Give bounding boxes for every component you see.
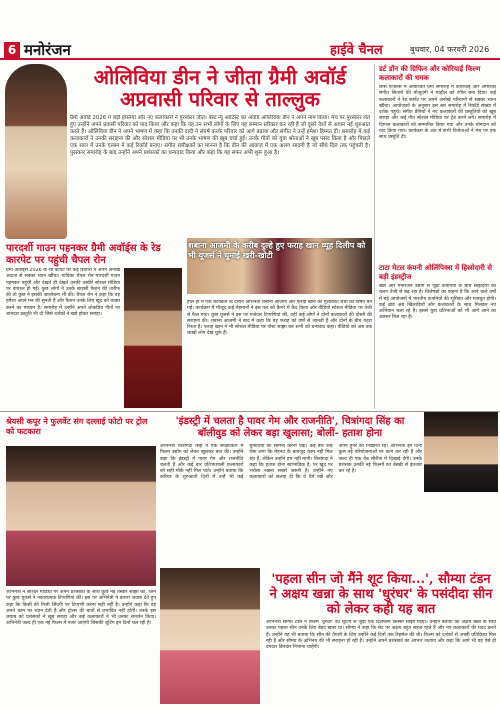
shabana-body-text: हाल ही में एक कार्यक्रम के दौरान अभिनेत्री शबाना आजमी और फराह खान की मुलाकात चर्चा का विषय बन गई। कार्यक्रम में मौजूद कई मेहमानों ने इस पल को कैमरे में कैद किया और वीडियो सोशल मीडिया पर तेजी से फैल गया। कुछ यूजर्स ने इस पर मजेदार टिप्पणियां कीं, वहीं कई लोगों ने दोनों कलाकारों की दोस्ती की सराहना की। शबाना आजमी ने बाद में कहा कि वह फराह को वर्षों से जानती हैं और दोनों के बीच गहरा रिश्ता है। फराह खान ने भी सोशल मीडिया पर पोस्ट साझा कर सभी को धन्यवाद कहा। वीडियो को अब तक लाखों लोग देख चुके हैं। [187,300,372,337]
right-story-1-body: लॉस एंजिल्स में आयोजित ग्रैमी समारोह में कोरियाई और अमेरिकी संगीत सितारों की मौजूदगी ने माहौल को रंगीन बना दिया। कई कलाकारों ने रेड कार्पेट पर अपने अनोखे परिधानों से सबका ध्यान खींचा। आयोजकों के अनुसार इस बार समारोह में रिकॉर्ड संख्या में दर्शक पहुंचे। संगीत प्रेमियों ने नए कलाकारों की प्रस्तुतियों को खूब सराहा और कई गीत सोशल मीडिया पर ट्रेंड करने लगे। समारोह में दिग्गज कलाकारों को सम्मानित किया गया और उनके योगदान को याद किया गया। कार्यक्रम के अंत में सभी विजेताओं ने मंच पर एक साथ प्रस्तुति दी। [379,85,496,141]
grammy-headline: पारदर्शी गाउन पहनकर ग्रैमी अवॉर्ड्स के रेड कारपेट पर पहुंची चैपल रोन [6,243,161,266]
lead-headline: ओलिविया डीन ने जीता ग्रैमी अवॉर्ड अप्रवासी परिवार से ताल्लुक [93,65,347,111]
right-story-2-body: खेल और मनोरंजन उद्योग से जुड़ी कंपनियों के बीच साझेदारी का चलन तेजी से बढ़ रहा है। विशेषज्ञों का कहना है कि आने वाले वर्षों में बड़े आयोजनों में भारतीय कंपनियों की भूमिका और मजबूत होगी। कई ब्रांड अब खिलाड़ियों और कलाकारों के साथ मिलकर नए अभियान चला रहे हैं। इससे युवा प्रतिभाओं को भी आगे आने का अवसर मिल रहा है। [379,284,496,321]
shraddha-headline: श्रेयसी कपूर ने फुलवेंट संग दल्लाई फोटो पर ट्रोल को फटकारा [6,416,148,436]
chitrangada-headline: 'इंडस्ट्री में चलता है पावर गेम और राजनीति', चित्रांगदा सिंह का बॉलीवुड को लेकर बड़ा खुलासा; बोलीं- हताश होना [175,416,405,439]
saumya-photo [160,568,260,704]
page-header [0,40,500,60]
chitrangada-photo [424,412,498,492]
shraddha-body-text: अभिनेत्री ने सोशल मीडिया पर अपने प्रशंसकों के साथ कुछ नई तस्वीरें साझा कीं, जिन पर कुछ यूजर्स ने नकारात्मक टिप्पणियां कीं। इस पर अभिनेत्री ने करारा जवाब देते हुए कहा कि किसी की निजी जिंदगी पर टिप्पणी करना सही नहीं है। उन्होंने कहा कि वह अपने काम पर ध्यान देती हैं और ट्रोल्स की बातों से प्रभावित नहीं होतीं। उनके इस जवाब को प्रशंसकों ने खूब सराहा और कई कलाकारों ने भी उनका समर्थन किया। अभिनेत्री जल्द ही एक नई फिल्म में नजर आएंगी जिसकी शूटिंग इन दिनों चल रही है। [6,590,156,627]
page-number: 6 [4,42,20,58]
lead-body-text: ग्रैमी अवॉर्ड 2026 में बड़ी हस्तियों और नए कलाकारों ने पुरस्कार जीते। बेस्ट न्यू आर्टिस्ट का अवॉर्ड ओलिविया डीन ने अपने नाम किया। मंच पर पुरस्कार लेते हुए उन्होंने अपने प्रवासी परिवार को याद किया और कहा कि वह उन सभी लोगों के लिए यह सम्मान स्वीकार कर रही हैं जो दूसरे देशों से आकर नई शुरुआत करते हैं। ओलिविया डीन ने अपने भाषण में कहा कि उनकी दादी ने संघर्ष करके परिवार को आगे बढ़ाया और संगीत ने उन्हें हमेशा हिम्मत दी। समारोह में कई कलाकारों ने उनकी सराहना की और सोशल मीडिया पर भी उनके भाषण की खूब चर्चा हुई। उनके गीतों को युवा श्रोताओं ने खूब पसंद किया है और पिछले एक साल में उनके एल्बम ने कई रिकॉर्ड बनाए। संगीत समीक्षकों का मानना है कि डीन की आवाज़ में एक अलग सादगी है जो सीधे दिल तक पहुंचती है। पुरस्कार समारोह के बाद उन्होंने अपने प्रशंसकों का धन्यवाद किया और कहा कि यह सफर अभी शुरू हुआ है। [70,115,370,156]
chitrangada-body-text: अभिनेत्री चित्रांगदा सिंह ने एक साक्षात्कार में फिल्म उद्योग को लेकर खुलकर बात की। उन्होंने कहा कि इंडस्ट्री में पावर गेम और राजनीति चलती है और कई बार प्रतिभाशाली कलाकारों को सही मौके नहीं मिल पाते। उन्होंने बताया कि करियर के शुरुआती दिनों में उन्हें भी कई चुनौतियों का सामना करना पड़ा। कई बार उन्हें ऐसा लगा कि मेहनत के बावजूद काम नहीं मिल रहा है, लेकिन उन्होंने हार नहीं मानी। चित्रांगदा ने कहा कि हताश होना स्वाभाविक है, पर खुद पर भरोसा रखना सबसे जरूरी है। उन्होंने नए कलाकारों को सलाह दी कि वे धैर्य रखें और अपने हुनर को निखारते रहें। अभिनेत्री इन दिनों कुछ नई परियोजनाओं पर काम कर रही हैं और जल्द ही एक वेब सीरीज में दिखाई देंगी। उनके प्रशंसक उनकी नई फिल्मों का बेसब्री से इंतजार कर रहे हैं। [160,444,422,481]
shabana-headline: शबाना आजमी के करीब दुल्हे हुए फराह खान व्यूह दिलीप को भी यूजर्स ने घुमाई खरी-खोटी [188,240,366,260]
lead-story-photo [5,64,67,239]
shraddha-photo [6,446,156,586]
section-title: मनोरंजन [24,41,71,59]
masthead-brand: हाईवे चैनल [330,43,383,58]
grammy-body-text: ग्रैमी अवॉर्ड्स 2026 के रेड कार्पेट पर कई सितारों ने अपने अनोखे अंदाज से सबका ध्यान खींचा। गायिका चैपल रोन पारदर्शी गाउन पहनकर पहुंचीं और देखते ही देखते उनकी तस्वीरें सोशल मीडिया पर वायरल हो गईं। कुछ लोगों ने उनके साहसी फैशन की तारीफ की तो कुछ ने इसकी आलोचना भी की। चैपल रोन ने कहा कि वह हमेशा अपने मन की सुनती हैं और फैशन उनके लिए खुद को व्यक्त करने का माध्यम है। समारोह में उन्होंने अपने लोकप्रिय गीतों पर शानदार प्रस्तुति भी दी जिसे दर्शकों ने खड़े होकर सराहा। [6,268,120,318]
saumya-body-text: अभिनेत्री सौम्या टंडन ने फिल्म 'धुरंधर' की शूटिंग से जुड़ा एक दिलचस्प किस्सा साझा किया। उन्होंने बताया कि अक्षय खन्ना के साथ उनका पहला सीन उनके लिए बेहद खास था। सौम्या ने कहा कि सेट पर अक्षय बहुत सहज रहते हैं और नए कलाकारों की मदद करते हैं। उन्होंने यह भी बताया कि सीन की तैयारी के लिए उन्होंने कई दिनों तक रिहर्सल की थी। फिल्म को दर्शकों से अच्छी प्रतिक्रिया मिल रही है और सौम्या के अभिनय की भी सराहना हो रही है। उन्होंने अपने प्रशंसकों का आभार जताया और कहा कि आगे भी वह ऐसे ही दमदार किरदार निभाना चाहेंगी। [266,620,496,651]
right-story-2-headline: टाटा मेटल कंपनी ओलिंपिक्स में हिस्सेदारी से बड़ी इंडस्ट्रीज [379,263,493,281]
saumya-headline: 'पहला सीन जो मैंने शूट किया...', सौम्या टंडन ने अक्षय खन्ना के साथ 'धुरंधर' के पसंदीदा सीन को लेकर कही यह बात [269,572,493,617]
grammy-photo [124,268,182,408]
right-story-1-headline: डर्ट डॉन की ग्रिफिन और कोरियाई फिल्म कलाकारों की धमक [379,64,481,82]
dateline: बुधवार, 04 फरवरी 2026 [410,45,490,54]
right-column [374,64,496,409]
